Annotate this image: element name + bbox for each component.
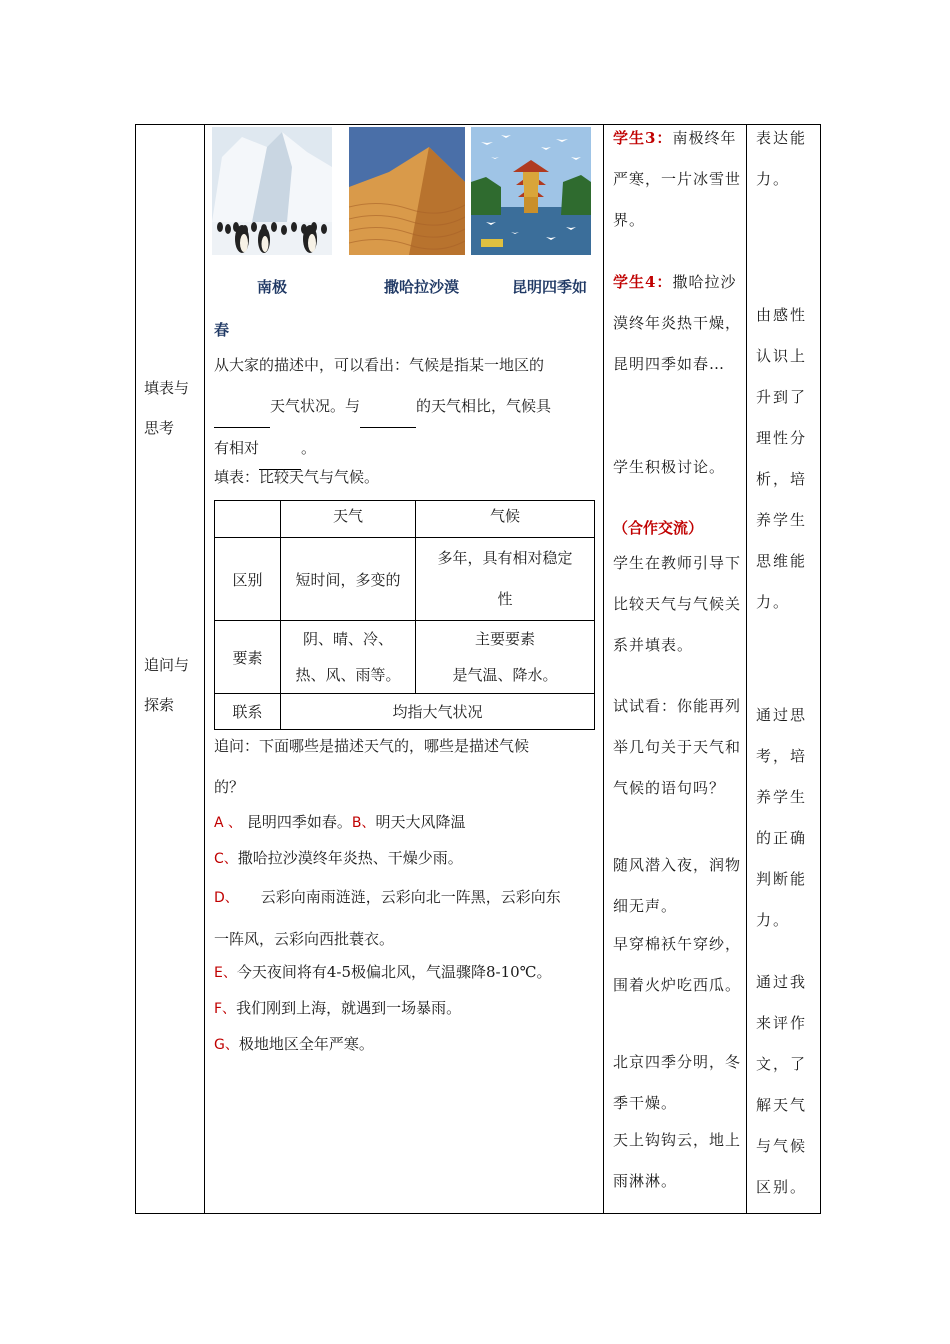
table-header-cell <box>215 501 281 538</box>
question-line: 追问：下面哪些是描述天气的，哪些是描述气候 <box>214 737 530 755</box>
stage-column <box>136 125 204 1213</box>
antarctic-penguins-photo <box>212 127 332 255</box>
merged-cell: 均指大气状况 <box>281 694 595 730</box>
intro-line-3: 有相对 。 <box>214 428 598 470</box>
weather-climate-comparison-table <box>214 500 595 730</box>
aim-judgement: 通过思考，培养学生的正确判断能力。 <box>756 706 808 929</box>
row-label: 要素 <box>215 621 281 694</box>
table-header-cell: 天气 <box>281 501 416 538</box>
intro-paragraph <box>214 345 598 470</box>
row-label: 区别 <box>215 538 281 621</box>
table-row <box>215 621 595 694</box>
design-intent-column <box>747 125 822 1213</box>
table-instruction: 填表：比较天气与气候。 <box>214 468 380 486</box>
try-it-prompt: 试试看：你能再列举几句关于天气和气候的语句吗？ <box>613 697 742 797</box>
question-line: 的？ <box>214 778 245 796</box>
cooperation-heading: （合作交流） <box>613 519 704 537</box>
intro-line-2: 天气状况。与 的天气相比，气候具 <box>214 386 598 428</box>
kunming-pagoda-gulls-photo <box>471 127 591 255</box>
stage-ask-and-explore: 追问与探索 <box>144 656 190 714</box>
student-activity-column <box>604 125 746 1213</box>
weather-cell: 短时间，多变的 <box>281 538 416 621</box>
table-row <box>215 538 595 621</box>
stage-fill-and-think: 填表与思考 <box>144 379 190 437</box>
table-row <box>215 694 595 730</box>
aim-expression: 表达能力。 <box>756 129 808 188</box>
table-header-cell: 气候 <box>416 501 595 538</box>
climate-cell: 主要要素 是气温、降水。 <box>416 621 595 694</box>
caption-kunming-continued: 春 <box>214 321 230 339</box>
example-sentence: 天上钩钩云，地上雨淋淋。 <box>613 1131 742 1190</box>
fill-blank <box>360 386 416 428</box>
climate-cell: 多年，具有相对稳定 性 <box>416 538 595 621</box>
follow-up-question <box>214 726 598 808</box>
student-4-answer: 学生4：撒哈拉沙漠终年炎热干燥，昆明四季如春… <box>613 273 742 373</box>
caption-kunming: 昆明四季如 <box>512 278 588 296</box>
student-3-answer: 学生3：南极终年严寒，一片冰雪世界。 <box>613 129 742 229</box>
teacher-activity-column <box>205 125 603 1213</box>
lesson-plan-table <box>135 124 821 1214</box>
caption-sahara: 撒哈拉沙漠 <box>384 278 460 296</box>
sahara-dunes-photo <box>349 127 465 255</box>
intro-line-1: 从大家的描述中，可以看出：气候是指某一地区的 <box>214 356 545 374</box>
table-header-row <box>215 501 595 538</box>
option-d: D、 云彩向南雨涟涟，云彩向北一阵黑，云彩向东 一阵风，云彩向西批蓑衣。 <box>214 888 561 948</box>
weather-cell: 阴、晴、冷、 热、风、雨等。 <box>281 621 416 694</box>
option-e: E、今天夜间将有4-5极偏北风，气温骤降8-10℃。 <box>214 963 552 981</box>
example-sentence: 随风潜入夜，润物细无声。 <box>613 856 742 915</box>
student-discussion: 学生积极讨论。 <box>613 458 726 476</box>
option-a-b: A 、 昆明四季如春。B、明天大风降温 <box>214 813 466 831</box>
fill-blank <box>214 386 270 428</box>
option-g: G、极地地区全年严寒。 <box>214 1035 374 1053</box>
example-sentence: 北京四季分明，冬季干燥。 <box>613 1053 742 1112</box>
row-label: 联系 <box>215 694 281 730</box>
caption-antarctic: 南极 <box>257 278 288 296</box>
example-sentence: 早穿棉袄午穿纱，围着火炉吃西瓜。 <box>613 935 742 994</box>
aim-distinguish: 通过我来评作文，了解天气与气候区别。 <box>756 973 808 1196</box>
option-f: F、我们刚到上海，就遇到一场暴雨。 <box>214 999 462 1017</box>
option-c: C、撒哈拉沙漠终年炎热、干燥少雨。 <box>214 849 463 867</box>
aim-rational-analysis: 由感性认识上升到了理性分析，培养学生思维能力。 <box>756 306 808 611</box>
cooperation-text: 学生在教师引导下比较天气与气候关系并填表。 <box>613 554 742 654</box>
